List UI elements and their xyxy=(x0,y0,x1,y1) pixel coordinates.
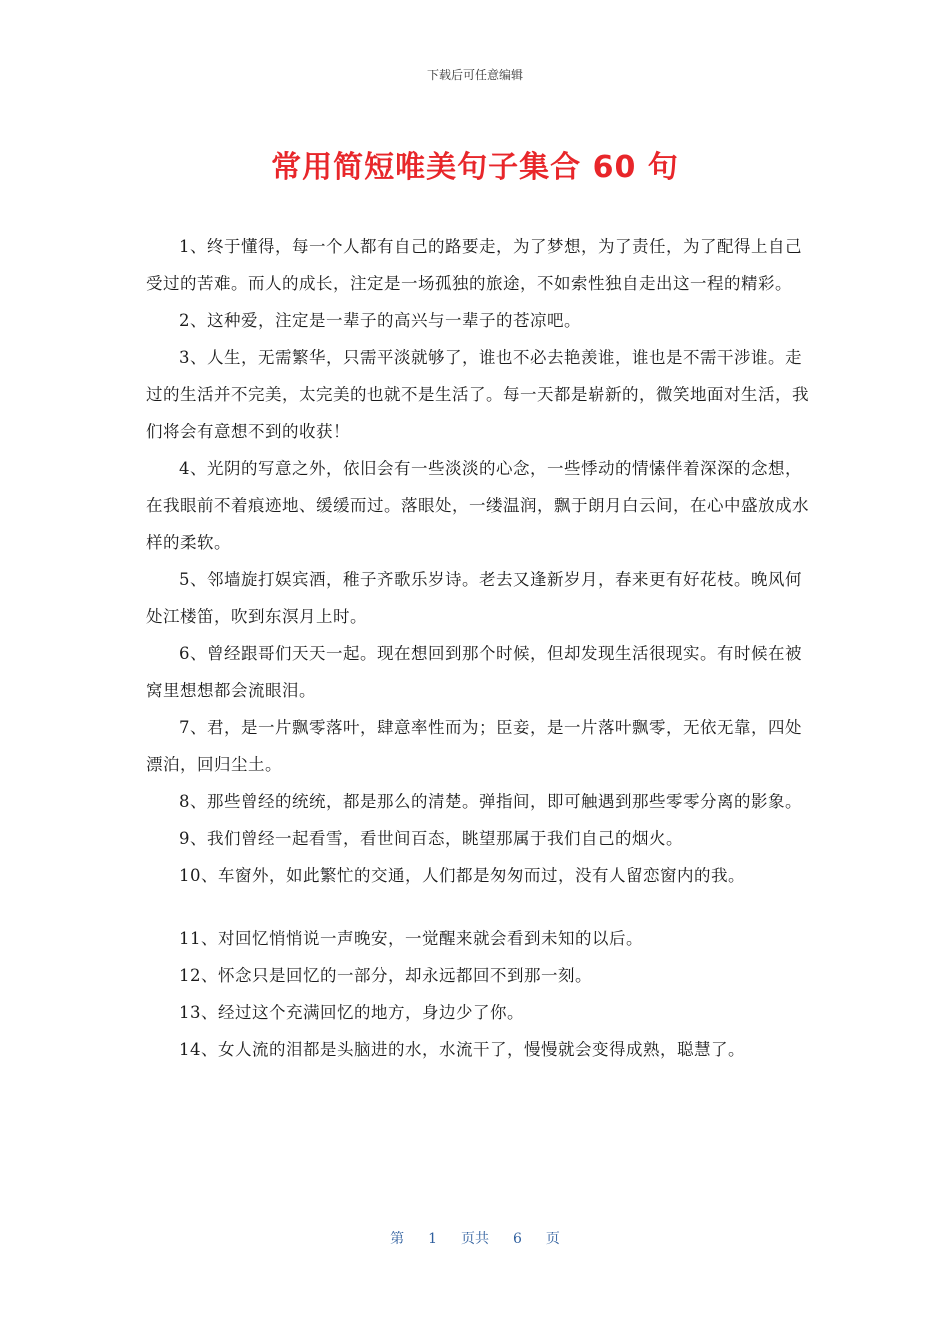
paragraph-1: 1、终于懂得，每一个人都有自己的路要走，为了梦想，为了责任，为了配得上自己受过的苦难。而人的成长，注定是一场孤独的旅途，不如索性独自走出这一程的精彩。 xyxy=(146,237,802,293)
paragraph-6: 6、曾经跟哥们天天一起。现在想回到那个时候，但却发现生活很现实。有时候在被窝里想想都会流眼泪。 xyxy=(146,644,802,700)
paragraph-2: 2、这种爱，注定是一辈子的高兴与一辈子的苍凉吧。 xyxy=(179,311,581,330)
footer-suffix: 页 xyxy=(545,1231,560,1247)
paragraph-3: 3、人生，无需繁华，只需平淡就够了，谁也不必去艳羡谁，谁也是不需干涉谁。走过的生活并不完美，太完美的也就不是生活了。每一天都是崭新的，微笑地面对生活，我们将会有意想不到的收获！ xyxy=(146,348,809,441)
document-title: 常用简短唯美句子集合 60 句 xyxy=(271,150,679,185)
paragraph-7: 7、君，是一片飘零落叶，肆意率性而为；臣妾，是一片落叶飘零，无依无靠，四处漂泊，回归尘土。 xyxy=(146,718,802,774)
document-body xyxy=(146,228,816,1068)
paragraph-5: 5、邻墙旋打娱宾酒，稚子齐歌乐岁诗。老去又逢新岁月，春来更有好花枝。晚风何处江楼笛，吹到东溟月上时。 xyxy=(146,570,802,626)
footer-total-pages: 6 xyxy=(513,1231,522,1247)
header-note: 下载后可任意编辑 xyxy=(426,68,523,82)
paragraph-4: 4、光阴的写意之外，依旧会有一些淡淡的心念，一些悸动的情愫伴着深深的念想，在我眼前不着痕迹地、缓缓而过。落眼处，一缕温润，飘于朗月白云间，在心中盛放成水样的柔软。 xyxy=(146,459,809,552)
paragraph-11: 11、对回忆悄悄说一声晚安，一觉醒来就会看到未知的以后。 xyxy=(179,929,643,948)
page-footer xyxy=(0,1228,950,1248)
paragraph-9: 9、我们曾经一起看雪，看世间百态，眺望那属于我们自己的烟火。 xyxy=(179,829,683,848)
footer-mid: 页共 xyxy=(461,1231,489,1247)
footer-page-number: 1 xyxy=(428,1231,437,1247)
footer-prefix: 第 xyxy=(390,1231,405,1247)
paragraph-14: 14、女人流的泪都是头脑进的水，水流干了，慢慢就会变得成熟，聪慧了。 xyxy=(179,1040,745,1059)
paragraph-13: 13、经过这个充满回忆的地方，身边少了你。 xyxy=(179,1003,524,1022)
paragraph-8: 8、那些曾经的统统，都是那么的清楚。弹指间，即可触遇到那些零零分离的影象。 xyxy=(179,792,802,811)
paragraph-12: 12、怀念只是回忆的一部分，却永远都回不到那一刻。 xyxy=(179,966,592,985)
paragraph-10: 10、车窗外，如此繁忙的交通，人们都是匆匆而过，没有人留恋窗内的我。 xyxy=(179,866,745,885)
